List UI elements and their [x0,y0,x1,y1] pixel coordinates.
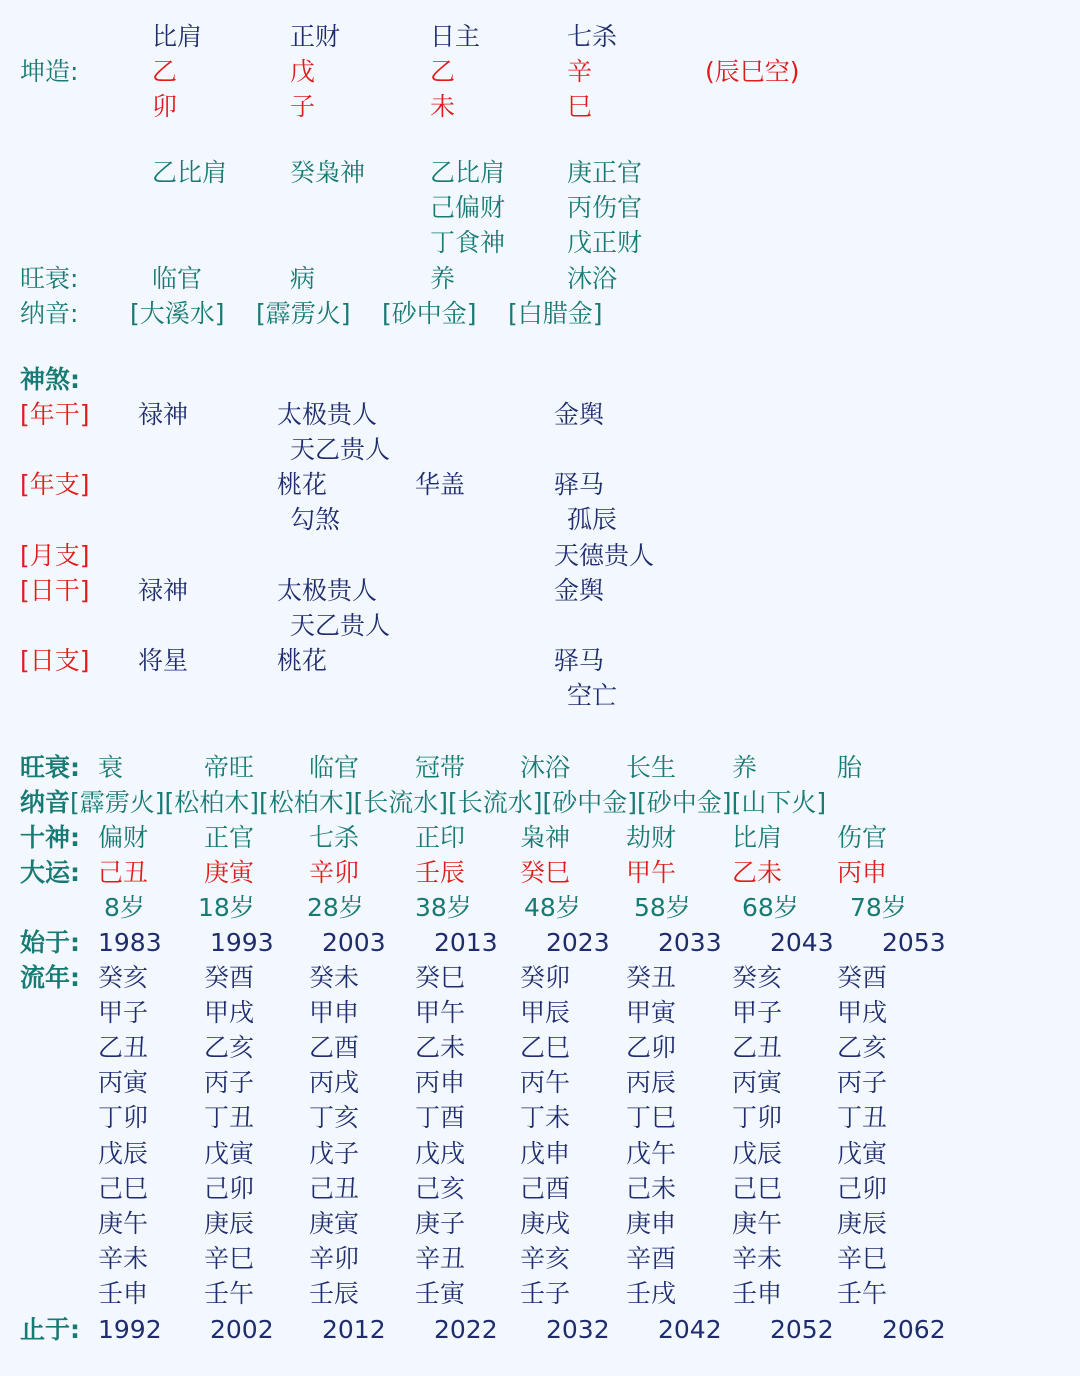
shensha-huagai: 华盖 [415,470,466,499]
dayun-age-cell: 68岁 [742,893,799,922]
liunian-cell: 壬辰 [309,1278,360,1308]
liunian-cell: 辛未 [732,1243,783,1273]
start-year-cell: 2003 [322,928,386,957]
shishen-year: 比肩 [152,22,203,51]
dayun-age-cell: 58岁 [634,893,691,922]
liunian-cell: 甲子 [732,998,783,1028]
liunian-cell: 辛巳 [837,1243,888,1273]
dayun-shishen-cell: 枭神 [520,823,571,852]
shensha-lushen: 禄神 [138,400,189,429]
liunian-cell: 辛卯 [309,1243,360,1273]
shensha-gousha: 勾煞 [290,505,341,534]
wangshuai-label: 旺衰: [20,264,79,293]
shishen-day: 日主 [430,22,481,51]
branch-hour: 巳 [567,92,593,121]
liunian-cell: 丁卯 [732,1103,783,1133]
liunian-cell: 庚寅 [309,1208,360,1238]
shensha-taohua: 桃花 [277,470,328,499]
wangshuai-year: 临官 [152,264,203,293]
liunian-cell: 辛未 [98,1243,149,1273]
liunian-cell: 丁亥 [309,1103,360,1133]
shensha-taiji: 太极贵人 [277,400,378,429]
dayun-pillar-cell: 壬辰 [415,858,466,887]
start-year-cell: 2043 [770,928,834,957]
dayun-shishen-cell: 比肩 [732,823,783,852]
dayun-wangshuai-cell: 衰 [98,753,124,782]
dayun-shishen-cell: 正印 [415,823,466,852]
liunian-grid [0,963,1080,1313]
dayun-wangshuai-cell: 养 [732,753,758,782]
shensha-label-ri-zhi: [日支] [20,646,90,675]
dayun-age-cell: 78岁 [850,893,907,922]
liunian-cell: 戊辰 [732,1138,783,1168]
shensha-jinyu: 金舆 [554,400,605,429]
shishen-hour: 七杀 [567,22,618,51]
shensha-tiande: 天德贵人 [554,541,655,570]
liunian-cell: 戊戌 [415,1138,466,1168]
canggan-hour-1: 庚正官 [567,158,643,187]
shensha-lushen: 禄神 [138,576,189,605]
liunian-cell: 壬寅 [415,1278,466,1308]
shensha-tianyi: 天乙贵人 [290,611,391,640]
shensha-label-ri-gan: [日干] [20,576,90,605]
liunian-cell: 辛酉 [626,1243,677,1273]
shensha-guchen: 孤辰 [567,505,618,534]
liunian-cell: 戊寅 [837,1138,888,1168]
end-year-cell: 2022 [434,1315,498,1344]
liunian-cell: 丙戌 [309,1068,360,1098]
shensha-label-yue-zhi: [月支] [20,541,90,570]
shensha-jiangxing: 将星 [138,646,189,675]
wangshuai-day: 养 [430,264,456,293]
end-year-cell: 2052 [770,1315,834,1344]
dayun-shishen-label: 十神: [20,823,80,852]
shensha-tianyi: 天乙贵人 [290,435,391,464]
liunian-cell: 丙午 [520,1068,571,1098]
liunian-cell: 庚辰 [837,1208,888,1238]
liunian-cell: 庚戌 [520,1208,571,1238]
start-year-cell: 2023 [546,928,610,957]
liunian-cell: 乙酉 [309,1033,360,1063]
start-year-cell: 2033 [658,928,722,957]
liunian-cell: 己未 [626,1173,677,1203]
liunian-cell: 庚午 [98,1208,149,1238]
wangshuai-hour: 沐浴 [567,264,618,293]
kunzao-label: 坤造: [20,57,79,86]
liunian-cell: 乙亥 [837,1033,888,1063]
liunian-cell: 丙子 [837,1068,888,1098]
dayun-pillars-row [0,858,1080,888]
shensha-title: 神煞: [20,365,80,394]
dayun-pillar-cell: 丙申 [837,858,888,887]
stem-hour: 辛 [567,57,593,86]
liunian-cell: 乙丑 [98,1033,149,1063]
nayin-day: [砂中金] [382,299,477,328]
end-year-cell: 2042 [658,1315,722,1344]
stem-year: 乙 [152,57,178,86]
shensha-yima: 驿马 [554,646,605,675]
shensha-jinyu: 金舆 [554,576,605,605]
dayun-wangshuai-label: 旺衰: [20,753,80,782]
liunian-cell: 庚申 [626,1208,677,1238]
liunian-cell: 壬子 [520,1278,571,1308]
canggan-hour-2: 丙伤官 [567,193,643,222]
branch-month: 子 [290,92,316,121]
dayun-pillar-cell: 辛卯 [309,858,360,887]
dayun-age-cell: 8岁 [104,893,145,922]
canggan-day-3: 丁食神 [430,228,506,257]
liunian-cell: 辛巳 [204,1243,255,1273]
liunian-cell: 乙亥 [204,1033,255,1063]
liunian-cell: 癸卯 [520,963,571,992]
liunian-cell: 戊申 [520,1138,571,1168]
start-year-cell: 1993 [210,928,274,957]
nayin-hour: [白腊金] [508,299,603,328]
liunian-cell: 己巳 [98,1173,149,1203]
liunian-cell: 戊午 [626,1138,677,1168]
liunian-cell: 己亥 [415,1173,466,1203]
shensha-yima: 驿马 [554,470,605,499]
liunian-cell: 壬申 [98,1278,149,1308]
liunian-cell: 己酉 [520,1173,571,1203]
dayun-age-cell: 38岁 [415,893,472,922]
dayun-nayin-values: [霹雳火][松柏木][松柏木][长流水][长流水][砂中金][砂中金][山下火] [70,788,827,817]
liunian-cell: 甲戌 [204,998,255,1028]
dayun-wangshuai-cell: 沐浴 [520,753,571,782]
liunian-cell: 丙辰 [626,1068,677,1098]
liunian-cell: 甲辰 [520,998,571,1028]
liunian-cell: 癸未 [309,963,360,992]
dayun-age-cell: 48岁 [524,893,581,922]
liunian-cell: 己巳 [732,1173,783,1203]
end-label: 止于: [20,1315,80,1344]
liunian-cell: 丁巳 [626,1103,677,1133]
liunian-cell: 乙巳 [520,1033,571,1063]
canggan-day-2: 己偏财 [430,193,506,222]
branch-year: 卯 [152,92,178,121]
dayun-wangshuai-cell: 临官 [309,753,360,782]
liunian-cell: 庚子 [415,1208,466,1238]
dayun-pillar-cell: 庚寅 [204,858,255,887]
liunian-cell: 庚辰 [204,1208,255,1238]
dayun-wangshuai-cell: 长生 [626,753,677,782]
dayun-pillar-cell: 癸巳 [520,858,571,887]
liunian-cell: 丙寅 [732,1068,783,1098]
dayun-shishen-cell: 偏财 [98,823,149,852]
end-year-cell: 2062 [882,1315,946,1344]
dayun-shishen-cell: 七杀 [309,823,360,852]
liunian-cell: 己丑 [309,1173,360,1203]
canggan-month-1: 癸枭神 [290,158,366,187]
liunian-cell: 丁丑 [204,1103,255,1133]
liunian-cell: 丙申 [415,1068,466,1098]
stem-month: 戊 [290,57,316,86]
liunian-cell: 癸丑 [626,963,677,992]
liunian-cell: 甲午 [415,998,466,1028]
liunian-cell: 壬午 [837,1278,888,1308]
liunian-cell: 甲申 [309,998,360,1028]
end-year-cell: 2002 [210,1315,274,1344]
shensha-taohua: 桃花 [277,646,328,675]
shensha-taiji: 太极贵人 [277,576,378,605]
canggan-year-1: 乙比肩 [152,158,228,187]
dayun-nayin-label: 纳音 [20,788,71,817]
liunian-cell: 癸酉 [204,963,255,992]
dayun-age-cell: 18岁 [198,893,255,922]
liunian-cell: 甲戌 [837,998,888,1028]
liunian-cell: 壬午 [204,1278,255,1308]
shishen-month: 正财 [290,22,341,51]
liunian-cell: 乙未 [415,1033,466,1063]
dayun-wangshuai-cell: 帝旺 [204,753,255,782]
start-label: 始于: [20,928,80,957]
liunian-cell: 丁未 [520,1103,571,1133]
liunian-cell: 丙寅 [98,1068,149,1098]
liunian-cell: 丁酉 [415,1103,466,1133]
liunian-cell: 辛丑 [415,1243,466,1273]
liunian-cell: 己卯 [204,1173,255,1203]
dayun-shishen-row [0,823,1080,853]
end-years-row [0,1315,1080,1345]
liunian-cell: 壬戌 [626,1278,677,1308]
liunian-cell: 丁丑 [837,1103,888,1133]
liunian-cell: 戊子 [309,1138,360,1168]
liunian-label: 流年: [20,963,80,992]
kongwang-note: (辰巳空) [705,57,800,86]
nayin-month: [霹雳火] [256,299,351,328]
liunian-cell: 甲寅 [626,998,677,1028]
nayin-label: 纳音: [20,299,79,328]
dayun-age-cell: 28岁 [307,893,364,922]
end-year-cell: 2032 [546,1315,610,1344]
liunian-cell: 癸亥 [732,963,783,992]
dayun-shishen-cell: 正官 [204,823,255,852]
canggan-hour-3: 戊正财 [567,228,643,257]
start-year-cell: 1983 [98,928,162,957]
dayun-wangshuai-row [0,753,1080,783]
liunian-cell: 庚午 [732,1208,783,1238]
liunian-cell: 乙卯 [626,1033,677,1063]
liunian-cell: 甲子 [98,998,149,1028]
dayun-pillar-cell: 甲午 [626,858,677,887]
dayun-pillar-cell: 己丑 [98,858,149,887]
shensha-kongwang: 空亡 [567,681,618,710]
liunian-cell: 丙子 [204,1068,255,1098]
dayun-nayin-row [20,788,826,818]
start-year-cell: 2053 [882,928,946,957]
dayun-label: 大运: [20,858,80,887]
canggan-day-1: 乙比肩 [430,158,506,187]
dayun-shishen-cell: 伤官 [837,823,888,852]
dayun-shishen-cell: 劫财 [626,823,677,852]
shensha-label-nian-gan: [年干] [20,400,90,429]
liunian-cell: 丁卯 [98,1103,149,1133]
stem-day: 乙 [430,57,456,86]
shensha-label-nian-zhi: [年支] [20,470,90,499]
start-year-cell: 2013 [434,928,498,957]
liunian-cell: 癸巳 [415,963,466,992]
branch-day: 未 [430,92,456,121]
liunian-cell: 戊寅 [204,1138,255,1168]
dayun-wangshuai-cell: 胎 [837,753,863,782]
liunian-cell: 癸亥 [98,963,149,992]
dayun-ages-row [0,893,1080,923]
liunian-cell: 辛亥 [520,1243,571,1273]
liunian-cell: 乙丑 [732,1033,783,1063]
dayun-pillar-cell: 乙未 [732,858,783,887]
start-years-row [0,928,1080,958]
liunian-cell: 戊辰 [98,1138,149,1168]
end-year-cell: 2012 [322,1315,386,1344]
liunian-cell: 癸酉 [837,963,888,992]
dayun-wangshuai-cell: 冠带 [415,753,466,782]
wangshuai-month: 病 [290,264,316,293]
liunian-cell: 己卯 [837,1173,888,1203]
end-year-cell: 1992 [98,1315,162,1344]
liunian-cell: 壬申 [732,1278,783,1308]
nayin-year: [大溪水] [130,299,225,328]
